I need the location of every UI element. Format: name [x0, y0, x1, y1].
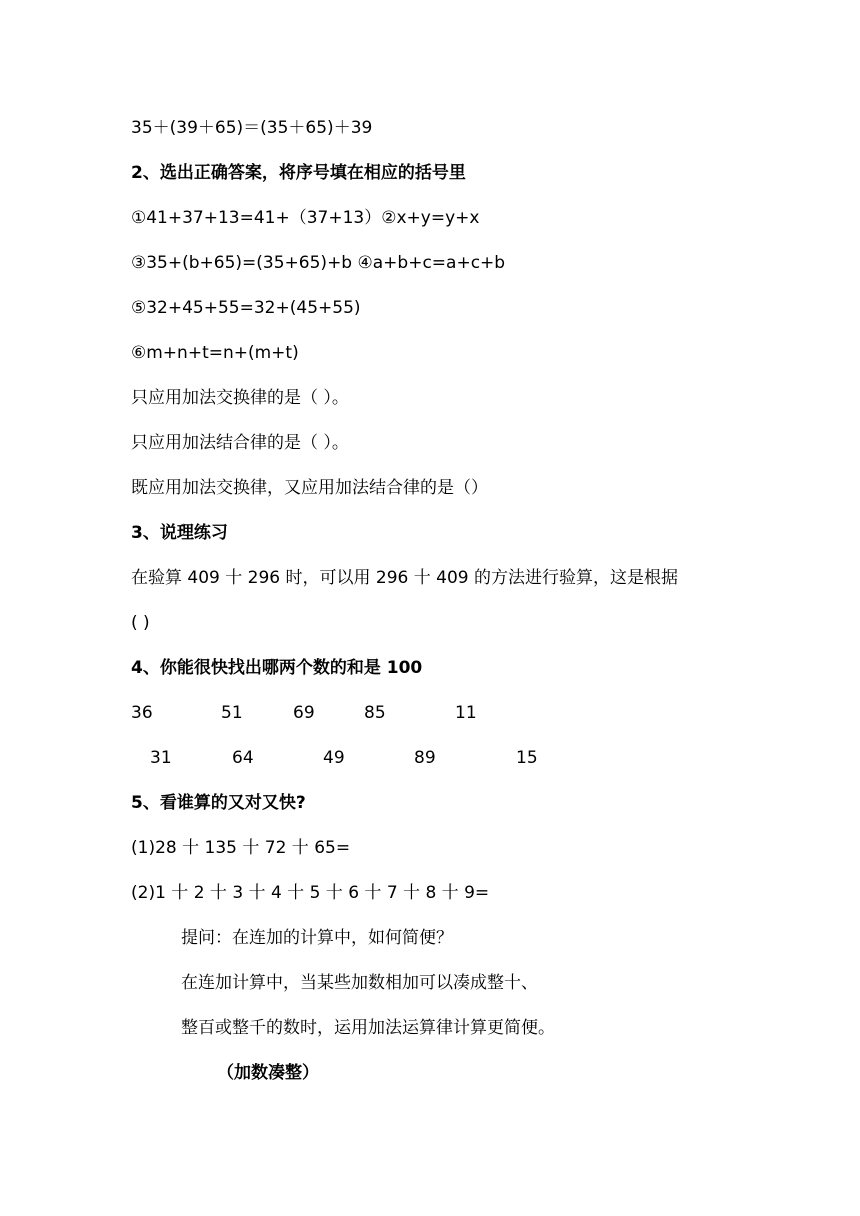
question-3-blank: ( ) — [131, 613, 150, 633]
blank-both: 既应用加法交换律，又应用加法结合律的是（） — [131, 478, 488, 498]
number-item: 69 — [293, 703, 315, 723]
number-item: 31 — [150, 748, 172, 768]
number-item: 36 — [131, 703, 153, 723]
number-item: 64 — [232, 748, 254, 768]
summary-label: （加数凑整） — [217, 1063, 319, 1083]
number-item: 51 — [221, 703, 243, 723]
question-prompt: 提问：在连加的计算中，如何简便？ — [181, 928, 453, 948]
number-item: 15 — [516, 748, 538, 768]
option-line-3: ⑤32+45+55=32+(45+55) — [131, 298, 361, 318]
number-item: 49 — [323, 748, 345, 768]
equation-line: 35＋(39＋65)＝(35＋65)＋39 — [131, 118, 373, 138]
question-3-title: 3、说理练习 — [131, 523, 228, 543]
number-item: 11 — [455, 703, 477, 723]
option-line-1: ①41+37+13=41+（37+13）②x+y=y+x — [131, 208, 480, 228]
number-item: 85 — [364, 703, 386, 723]
question-5-item-1: (1)28 十 135 十 72 十 65= — [131, 838, 351, 858]
number-item: 89 — [414, 748, 436, 768]
answer-line-1: 在连加计算中，当某些加数相加可以凑成整十、 — [181, 973, 538, 993]
question-3-text: 在验算 409 十 296 时，可以用 296 十 409 的方法进行验算，这是根据 — [131, 568, 679, 588]
question-4-title: 4、你能很快找出哪两个数的和是 100 — [131, 658, 423, 678]
blank-associative: 只应用加法结合律的是（ ）。 — [131, 433, 349, 453]
answer-line-2: 整百或整千的数时，运用加法运算律计算更简便。 — [181, 1018, 555, 1038]
question-5-item-2: (2)1 十 2 十 3 十 4 十 5 十 6 十 7 十 8 十 9= — [131, 883, 490, 903]
question-5-title: 5、看谁算的又对又快? — [131, 793, 306, 813]
option-line-2: ③35+(b+65)=(35+65)+b ④a+b+c=a+c+b — [131, 253, 506, 273]
blank-commutative: 只应用加法交换律的是（ ）。 — [131, 388, 349, 408]
question-2-title: 2、选出正确答案，将序号填在相应的括号里 — [131, 163, 466, 183]
option-line-4: ⑥m+n+t=n+(m+t) — [131, 343, 299, 363]
